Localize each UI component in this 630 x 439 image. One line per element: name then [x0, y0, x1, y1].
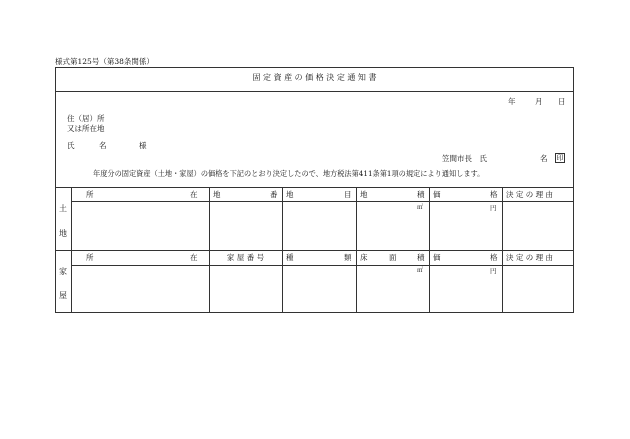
column-line-5	[502, 187, 503, 313]
form-number: 様式第125号（第38条関係）	[55, 57, 154, 66]
document-title: 固 定 資 産 の 価 格 決 定 通 知 書	[252, 73, 377, 82]
label-column-line	[71, 187, 72, 313]
house-header-location-a: 所	[86, 253, 94, 262]
land-header-price-a: 価	[433, 190, 441, 199]
land-header-location-a: 所	[86, 190, 94, 199]
land-label-char-1: 土	[59, 204, 67, 213]
title-divider	[55, 91, 574, 92]
address-label: 住（居）所	[67, 114, 105, 123]
house-header-price-a: 価	[433, 253, 441, 262]
house-header-kind-a: 種	[286, 253, 294, 262]
name-label-sama: 様	[139, 141, 147, 150]
house-label-char-2: 屋	[59, 291, 67, 300]
house-area-unit: ㎡	[417, 267, 424, 274]
table-top-line	[55, 187, 574, 188]
land-header-line	[71, 201, 574, 202]
name-label-shi: 氏	[67, 141, 75, 150]
land-header-reason: 決 定 の 理 由	[506, 190, 554, 199]
land-header-location-b: 在	[190, 190, 198, 199]
house-header-kind-b: 類	[344, 253, 352, 262]
house-header-line	[71, 265, 574, 266]
name-label-mei: 名	[99, 141, 107, 150]
column-line-1	[209, 187, 210, 313]
column-line-2	[282, 187, 283, 313]
notice-text: 年度分の固定資産（土地・家屋）の価格を下記のとおり決定したので、地方税法第411条第1項の規定により通知します。	[93, 169, 485, 178]
section-divider	[55, 250, 574, 251]
land-header-lot-a: 地	[213, 190, 221, 199]
land-header-category-b: 目	[344, 190, 352, 199]
house-label-char-1: 家	[59, 267, 67, 276]
date-year: 年	[508, 97, 516, 106]
date-month: 月	[535, 97, 543, 106]
house-header-number: 家 屋 番 号	[226, 253, 265, 262]
land-header-lot-b: 番	[270, 190, 278, 199]
house-header-reason: 決 定 の 理 由	[506, 253, 554, 262]
land-area-unit: ㎡	[417, 204, 424, 211]
house-price-unit: 円	[490, 267, 497, 275]
house-header-floor-a: 床	[360, 253, 368, 262]
column-line-4	[429, 187, 430, 313]
land-header-category-a: 地	[286, 190, 294, 199]
land-header-area-a: 地	[360, 190, 368, 199]
house-header-location-b: 在	[190, 253, 198, 262]
land-label-char-2: 地	[59, 229, 67, 238]
house-header-floor-b: 面	[389, 253, 397, 262]
house-header-floor-c: 積	[417, 253, 425, 262]
date-day: 日	[558, 97, 566, 106]
issuer-name-label: 名	[540, 154, 548, 163]
seal-mark: 印	[556, 154, 564, 162]
land-price-unit: 円	[490, 204, 497, 212]
address-label-alt: 又は所在地	[67, 124, 105, 133]
issuer-title: 笠間市長 氏	[442, 154, 487, 163]
land-header-price-b: 格	[490, 190, 498, 199]
house-header-price-b: 格	[490, 253, 498, 262]
land-header-area-b: 積	[417, 190, 425, 199]
column-line-3	[356, 187, 357, 313]
